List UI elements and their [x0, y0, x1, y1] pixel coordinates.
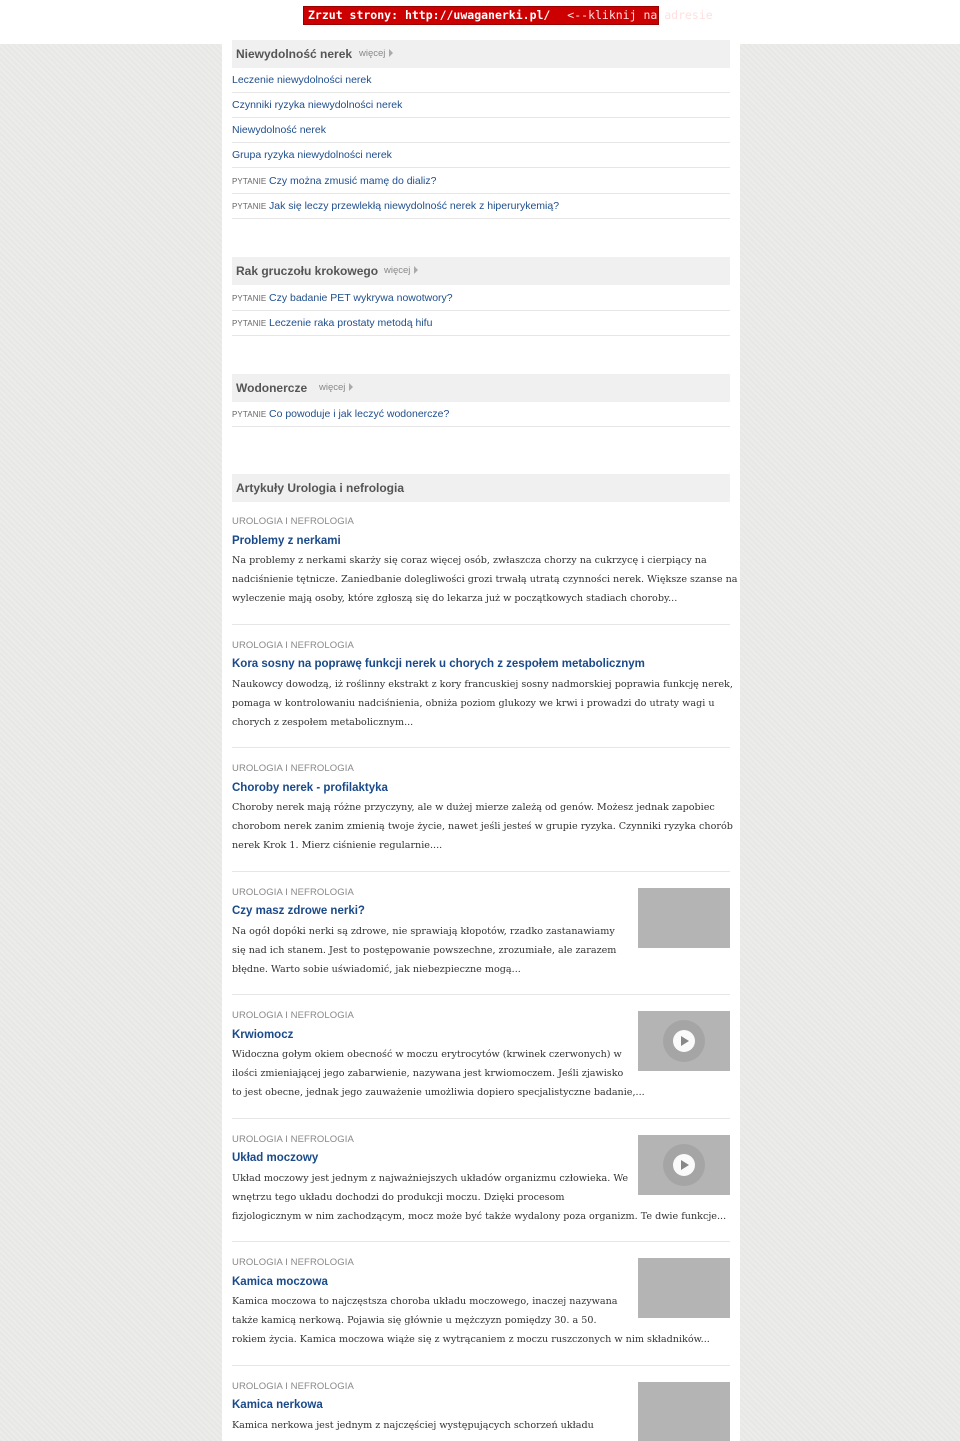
article-excerpt — [232, 798, 733, 856]
excerpt-line: ilości zmieniającej jego zabarwienie, nazywana jest krwiomoczem. Jeśli zjawisko — [232, 1068, 624, 1080]
article-title[interactable]: Układ moczowy — [232, 1152, 319, 1164]
article-excerpt — [232, 1416, 594, 1435]
banner-url[interactable]: http://uwaganerki.pl/ — [404, 8, 551, 22]
topic-link[interactable]: Niewydolność nerek — [232, 124, 326, 136]
excerpt-line: chorobom nerek zanim zmienią twoje życie, nawet jeśli jesteś w grupie ryzyka. Czynniki ryzyka chorób — [232, 821, 733, 833]
triangle-right-icon — [414, 266, 418, 274]
topic-link[interactable]: Czynniki ryzyka niewydolności nerek — [232, 99, 403, 111]
excerpt-line: Kamica nerkowa jest jednym z najczęściej występujących schorzeń układu — [232, 1420, 594, 1431]
excerpt-line: wnętrzu tego układu dochodzi do produkcji moczu. Dzięki procesom — [232, 1192, 565, 1204]
banner-prefix: Zrzut strony: — [308, 8, 399, 22]
article-category[interactable]: UROLOGIA I NEFROLOGIA — [232, 516, 354, 527]
section-title: Niewydolność nerek — [236, 47, 353, 61]
article-title[interactable]: Choroby nerek - profilaktyka — [232, 782, 388, 794]
article-thumbnail[interactable] — [638, 1382, 730, 1441]
article-divider — [232, 1118, 730, 1119]
article-category[interactable]: UROLOGIA I NEFROLOGIA — [232, 1010, 354, 1021]
article-excerpt — [232, 922, 616, 980]
question-item — [232, 194, 730, 219]
excerpt-line: wyleczenie mają osoby, które zgłoszą się do lekarza już w początkowych stadiach choroby... — [232, 593, 678, 605]
question-link[interactable]: Czy badanie PET wykrywa nowotwory? — [269, 292, 453, 304]
article-category[interactable]: UROLOGIA I NEFROLOGIA — [232, 1134, 354, 1145]
question-link[interactable]: Leczenie raka prostaty metodą hifu — [269, 317, 433, 329]
list-item — [232, 143, 730, 168]
triangle-right-icon — [389, 49, 393, 57]
section-header-rak — [232, 257, 730, 285]
excerpt-line: chorych z zespołem metabolicznym... — [232, 717, 414, 729]
question-link[interactable]: Czy można zmusić mamę do dializ? — [269, 175, 437, 187]
section-header-articles — [232, 474, 730, 502]
excerpt-line: Na problemy z nerkami skarży się coraz więcej osób, zwłaszcza chorzy na cukrzycę i cierpiący na — [232, 555, 707, 566]
topic-link[interactable]: Grupa ryzyka niewydolności nerek — [232, 149, 392, 161]
play-icon-disc — [673, 1154, 695, 1176]
more-link-label: więcej — [319, 382, 346, 393]
more-link-label: więcej — [384, 265, 411, 276]
article-divider — [232, 871, 730, 872]
article-category[interactable]: UROLOGIA I NEFROLOGIA — [232, 763, 354, 774]
play-icon-disc — [673, 1030, 695, 1052]
more-link-label: więcej — [359, 48, 386, 59]
article-category[interactable]: UROLOGIA I NEFROLOGIA — [232, 640, 354, 651]
section-header-wodonercze — [232, 374, 730, 402]
article-title[interactable]: Czy masz zdrowe nerki? — [232, 905, 365, 917]
excerpt-line: także kamicą nerkową. Pojawia się głównie u mężczyzn pomiędzy 30. a 50. — [232, 1315, 597, 1327]
article-title[interactable]: Kamica nerkowa — [232, 1399, 323, 1411]
excerpt-line: fizjologicznym w nim zachodzącym, mocz może być także wydalony poza organizm. Te dwie funkcje... — [232, 1211, 727, 1223]
excerpt-line: nerek Krok 1. Mierz ciśnienie regularnie.... — [232, 840, 443, 852]
more-link[interactable] — [359, 40, 393, 68]
list-item — [232, 68, 730, 93]
article-divider — [232, 747, 730, 748]
article-divider — [232, 1365, 730, 1366]
article-divider — [232, 1241, 730, 1242]
question-label: PYTANIE — [232, 294, 267, 303]
question-item — [232, 402, 730, 427]
excerpt-line: się nad ich stanem. Jest to postępowanie powszechne, zrozumiałe, ale zarazem — [232, 945, 617, 957]
section-title: Wodonercze — [236, 381, 308, 395]
article-thumbnail[interactable] — [638, 1258, 730, 1318]
article-thumbnail[interactable] — [638, 888, 730, 948]
excerpt-line: Naukowcy dowodzą, iż roślinny ekstrakt z kory francuskiej sosny nadmorskiej poprawia funkcję nerek, — [232, 679, 733, 690]
question-label: PYTANIE — [232, 410, 267, 419]
more-link[interactable] — [319, 374, 353, 402]
excerpt-line: Układ moczowy jest jednym z najważniejszych układów organizmu człowieka. We — [232, 1173, 629, 1184]
play-icon[interactable] — [663, 1144, 705, 1186]
triangle-right-icon — [349, 383, 353, 391]
banner-hint: <--kliknij na adresie — [567, 8, 713, 22]
article-divider — [232, 994, 730, 995]
excerpt-line: Na ogół dopóki nerki są zdrowe, nie sprawiają kłopotów, rzadko zastanawiamy — [232, 926, 615, 937]
article-title[interactable]: Kamica moczowa — [232, 1276, 328, 1288]
article-category[interactable]: UROLOGIA I NEFROLOGIA — [232, 1381, 354, 1392]
excerpt-line: rokiem życia. Kamica moczowa wiąże się z wytrącaniem z moczu ruszczonych w nim składników... — [232, 1334, 710, 1346]
list-item — [232, 93, 730, 118]
question-link[interactable]: Jak się leczy przewlekłą niewydolność nerek z hiperurykemią? — [269, 200, 560, 212]
content-column — [222, 44, 740, 1441]
question-label: PYTANIE — [232, 177, 267, 186]
article-excerpt — [232, 551, 737, 609]
article-title[interactable]: Kora sosny na poprawę funkcji nerek u chorych z zespołem metabolicznym — [232, 658, 645, 670]
question-item — [232, 311, 730, 336]
excerpt-line: błędne. Warto sobie uświadomić, jak niebezpieczne mogą... — [232, 964, 521, 976]
video-thumbnail[interactable] — [638, 1135, 730, 1195]
article-excerpt — [232, 675, 733, 733]
article-category[interactable]: UROLOGIA I NEFROLOGIA — [232, 887, 354, 898]
section-header-niewydolnosc — [232, 40, 730, 68]
article-title[interactable]: Problemy z nerkami — [232, 535, 341, 547]
excerpt-line: nadciśnienie tętnicze. Zaniedbanie dolegliwości grozi trwałą utratą czynności nerek. Większe szanse na — [232, 574, 738, 586]
play-icon[interactable] — [663, 1020, 705, 1062]
section-title: Artykuły Urologia i nefrologia — [236, 481, 405, 495]
article-title[interactable]: Krwiomocz — [232, 1029, 294, 1041]
section-title: Rak gruczołu krokowego — [236, 264, 379, 278]
topic-link[interactable]: Leczenie niewydolności nerek — [232, 74, 372, 86]
more-link[interactable] — [384, 257, 418, 285]
article-category[interactable]: UROLOGIA I NEFROLOGIA — [232, 1257, 354, 1268]
excerpt-line: Choroby nerek mają różne przyczyny, ale w dużej mierze zależą od genów. Możesz jednak zapobiec — [232, 802, 715, 813]
excerpt-line: Kamica moczowa to najczęstsza choroba układu moczowego, inaczej nazywana — [232, 1296, 618, 1307]
question-label: PYTANIE — [232, 319, 267, 328]
question-link[interactable]: Co powoduje i jak leczyć wodonercze? — [269, 408, 450, 420]
question-label: PYTANIE — [232, 202, 267, 211]
article-divider — [232, 624, 730, 625]
excerpt-line: Widoczna gołym okiem obecność w moczu erytrocytów (krwinek czerwonych) w — [232, 1049, 622, 1060]
excerpt-line: pomaga w kontrolowaniu nadciśnienia, obniża poziom glukozy we krwi i prowadzi do utraty wagi u — [232, 698, 715, 710]
question-item — [232, 169, 730, 194]
list-item — [232, 118, 730, 143]
article-excerpt — [232, 1045, 645, 1103]
video-thumbnail[interactable] — [638, 1011, 730, 1071]
screenshot-banner[interactable] — [303, 6, 713, 25]
excerpt-line: to jest obecne, jednak jego zauważenie umożliwia dopiero specjalistyczne badanie,... — [232, 1087, 645, 1099]
question-item — [232, 286, 730, 311]
